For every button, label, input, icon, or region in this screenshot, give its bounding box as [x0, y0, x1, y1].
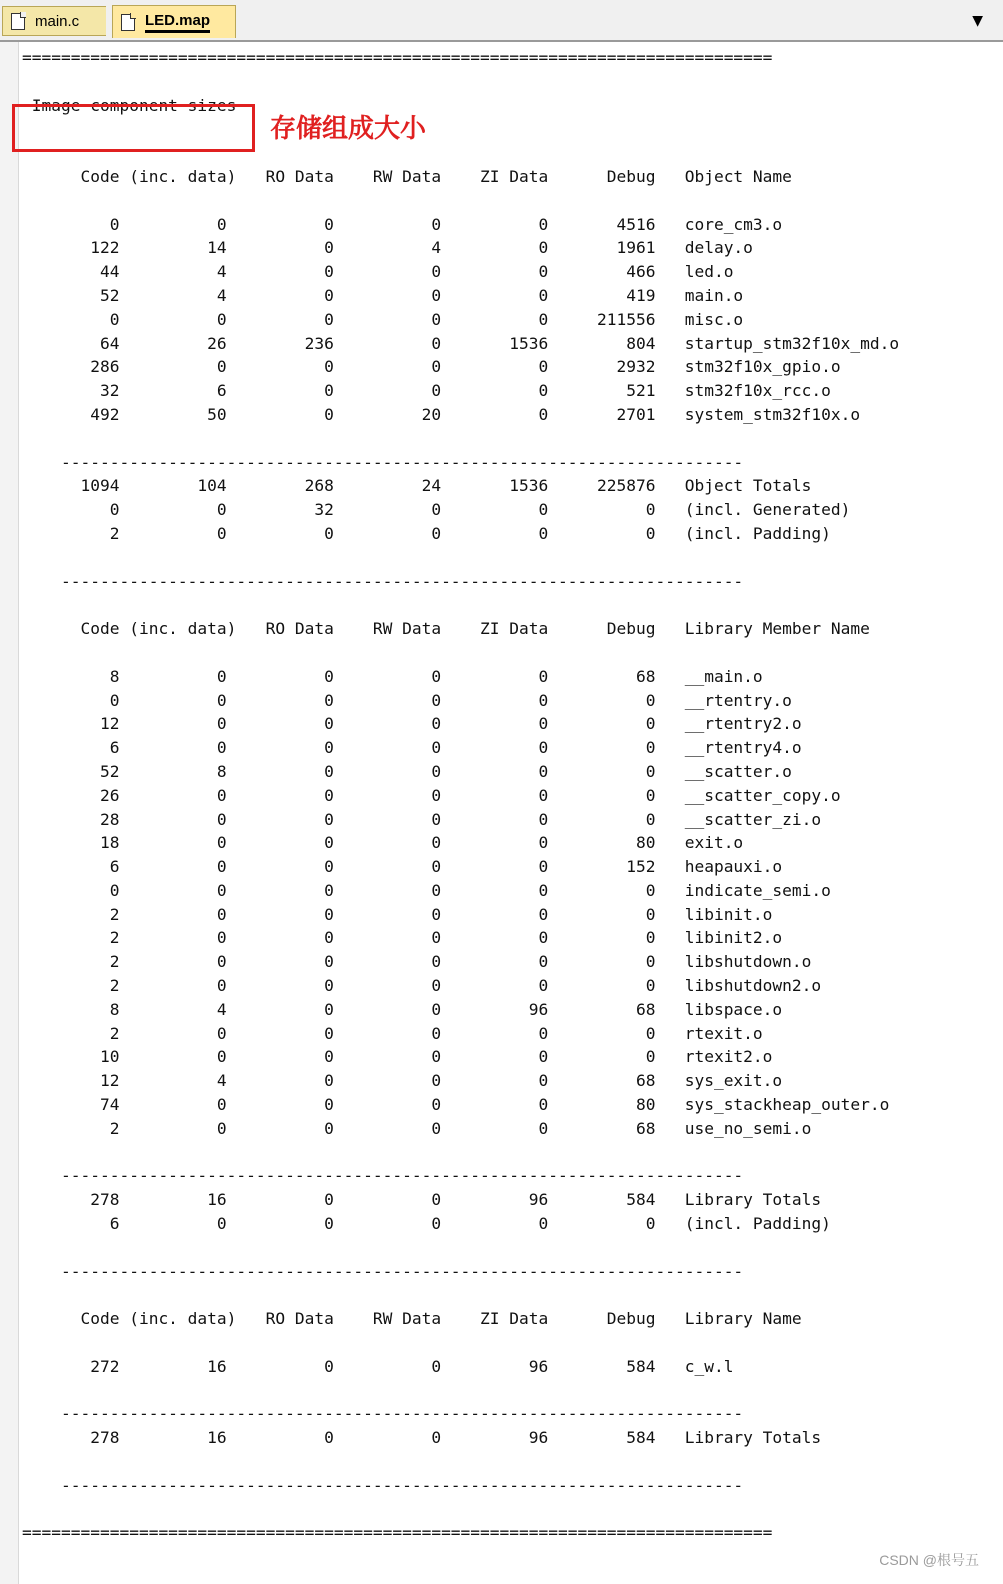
tab-led-map[interactable]: [112, 5, 236, 38]
editor-tab-bar: [0, 0, 1003, 42]
map-file-text: ============================================================================= Image component sizes Code (inc. data) RO Data RW Data ZI Data Debug Object Name 0 0 0 0 0 4516 core_cm3.o 122 14 0 4 0 1961 delay.o 44 4 0 0 0 466 led.o 52 4 0 0 0 419 main.o 0 0 0 0 0 211556 misc.o 64 26 236 0 1536 804 startup_stm32f10x_md.o 286 0 0 0 0 2932 stm32f10x_gpio.o 32 6 0 0 0 521 stm32f10x_rcc.o 492 50 0 20 0 2701 system_stm32f10x.o ---------------------------------------------------------------------- 1094 104 268 24 1536 225876 Object Totals 0 0 32 0 0 0 (incl. Generated) 2 0 0 0 0 0 (incl. Padding) ---------------------------------------------------------------------- Code (inc. data) RO Data RW Data ZI Data Debug Library Member Name 8 0 0 0 0 68 __main.o 0 0 0 0 0 0 __rtentry.o 12 0 0 0 0 0 __rtentry2.o 6 0 0 0 0 0 __rtentry4.o 52 8 0 0 0 0 __scatter.o 26 0 0 0 0 0 __scatter_copy.o 28 0 0 0 0 0 __scatter_zi.o 18 0 0 0 0 80 exit.o 6 0 0 0 0 152 heapauxi.o 0 0 0 0 0 0 indicate_semi.o 2 0 0 0 0 0 libinit.o 2 0 0 0 0 0 libinit2.o 2 0 0 0 0 0 libshutdown.o 2 0 0 0 0 0 libshutdown2.o 8 4 0 0 96 68 libspace.o 2 0 0 0 0 0 rtexit.o 10 0 0 0 0 0 rtexit2.o 12 4 0 0 0 68 sys_exit.o 74 0 0 0 0 80 sys_stackheap_outer.o 2 0 0 0 0 68 use_no_semi.o ---------------------------------------------------------------------- 278 16 0 0 96 584 Library Totals 6 0 0 0 0 0 (incl. Padding) ---------------------------------------------------------------------- Code (inc. data) RO Data RW Data ZI Data Debug Library Name 272 16 0 0 96 584 c_w.l ---------------------------------------------------------------------- 278 16 0 0 96 584 Library Totals ---------------------------------------------------------------------- =============================================================================: [22, 48, 900, 1543]
watermark: CSDN @根号五: [879, 1552, 979, 1568]
tab-main-c[interactable]: [2, 6, 106, 36]
annotation-label: 存储组成大小: [270, 114, 427, 144]
editor-gutter: [0, 42, 19, 1584]
tab-list-dropdown-icon[interactable]: ▼: [972, 13, 983, 29]
highlight-box: [12, 104, 255, 152]
document-icon: [11, 13, 25, 30]
tab-led-map-label: LED.map: [145, 12, 210, 33]
tab-main-c-label: main.c: [35, 12, 80, 30]
document-icon: [121, 14, 135, 31]
editor-text-area[interactable]: [22, 46, 982, 1545]
